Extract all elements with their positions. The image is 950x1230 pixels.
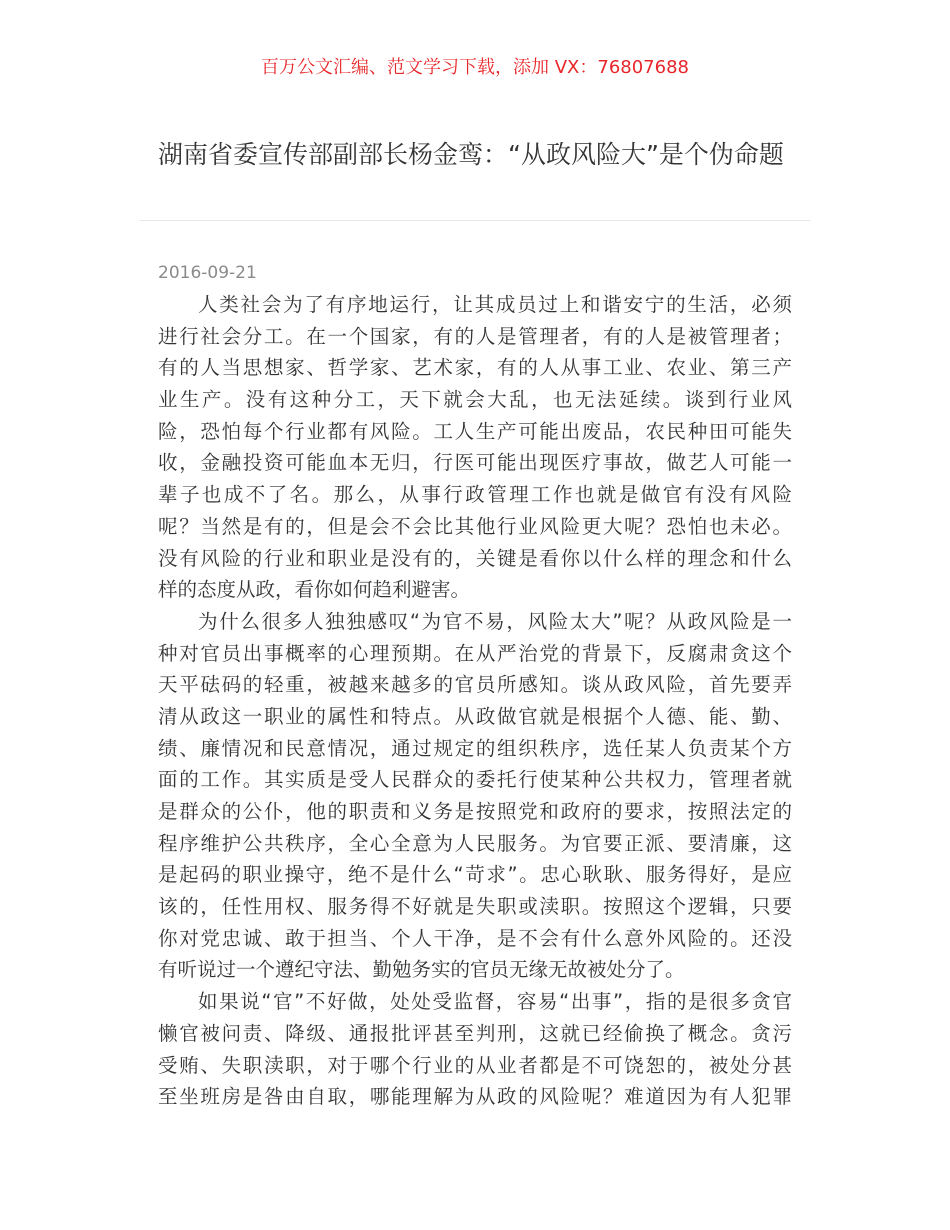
paragraph-line: 面的工作。其实质是受人民群众的委托行使某种公共权力，管理者就: [158, 768, 792, 792]
paragraph-line: 收，金融投资可能血本无归，行医可能出现医疗事故，做艺人可能一: [158, 451, 792, 475]
paragraph-line: 清从政这一职业的属性和特点。从政做官就是根据个人德、能、勤、: [158, 704, 792, 728]
paragraph-line: 程序维护公共秩序，全心全意为人民服务。为官要正派、要清廉，这: [158, 831, 792, 855]
paragraph-line: 是起码的职业操守，绝不是什么“苛求”。忠心耿耿、服务得好，是应: [158, 863, 792, 887]
title-divider: [140, 220, 810, 221]
promo-banner: 百万公文汇编、范文学习下载，添加 VX：76807688: [261, 57, 689, 78]
paragraph-line: 险，恐怕每个行业都有风险。工人生产可能出废品，农民种田可能失: [158, 419, 792, 443]
paragraph-line: 懒官被问责、降级、通报批评甚至判刑，这就已经偷换了概念。贪污: [158, 1021, 792, 1045]
article-body: [158, 289, 792, 1113]
paragraph-line: 受贿、失职渎职，对于哪个行业的从业者都是不可饶恕的，被处分甚: [158, 1053, 792, 1077]
paragraph-line: 没有风险的行业和职业是没有的，关键是看你以什么样的理念和什么: [158, 546, 792, 570]
paragraph-line: 人类社会为了有序地运行，让其成员过上和谐安宁的生活，必须: [198, 293, 792, 316]
paragraph-line: 业生产。没有这种分工，天下就会大乱，也无法延续。谈到行业风: [158, 388, 792, 412]
paragraph-line: 天平砝码的轻重，被越来越多的官员所感知。谈从政风险，首先要弄: [158, 673, 792, 697]
paragraph-line: 你对党忠诚、敢于担当、个人干净，是不会有什么意外风险的。还没: [158, 926, 792, 950]
paragraph-line: 进行社会分工。在一个国家，有的人是管理者，有的人是被管理者；: [158, 324, 792, 348]
paragraph-line: 呢？当然是有的，但是会不会比其他行业风险更大呢？恐怕也未必。: [158, 514, 792, 538]
article-paragraph: [158, 986, 792, 1113]
paragraph-line: 为什么很多人独独感叹“为官不易，风险太大”呢？从政风险是一: [198, 609, 792, 633]
paragraph-line: 至坐班房是咎由自取，哪能理解为从政的风险呢？难道因为有人犯罪: [158, 1085, 792, 1109]
paragraph-line: 种对官员出事概率的心理预期。在从严治党的背景下，反腐肃贪这个: [158, 641, 792, 665]
paragraph-line: 是群众的公仆，他的职责和义务是按照党和政府的要求，按照法定的: [158, 800, 792, 823]
publish-date: 2016-09-21: [158, 263, 257, 283]
article-title: 湖南省委宣传部副部长杨金鸾：“从政风险大”是个伪命题: [158, 140, 784, 169]
paragraph-line: 绩、廉情况和民意情况，通过规定的组织秩序，选任某人负责某个方: [158, 736, 792, 760]
paragraph-line: 有听说过一个遵纪守法、勤勉务实的官员无缘无故被处分了。: [158, 958, 685, 982]
article-paragraph: [158, 606, 792, 986]
article-paragraph: [158, 289, 792, 606]
paragraph-line: 该的，任性用权、服务得不好就是失职或渎职。按照这个逻辑，只要: [158, 895, 792, 919]
paragraph-line: 样的态度从政，看你如何趋利避害。: [158, 578, 471, 602]
paragraph-line: 有的人当思想家、哲学家、艺术家，有的人从事工业、农业、第三产: [158, 356, 792, 380]
paragraph-line: 辈子也成不了名。那么，从事行政管理工作也就是做官有没有风险: [158, 483, 792, 507]
paragraph-line: 如果说“官”不好做，处处受监督，容易“出事”，指的是很多贪官: [198, 990, 792, 1014]
